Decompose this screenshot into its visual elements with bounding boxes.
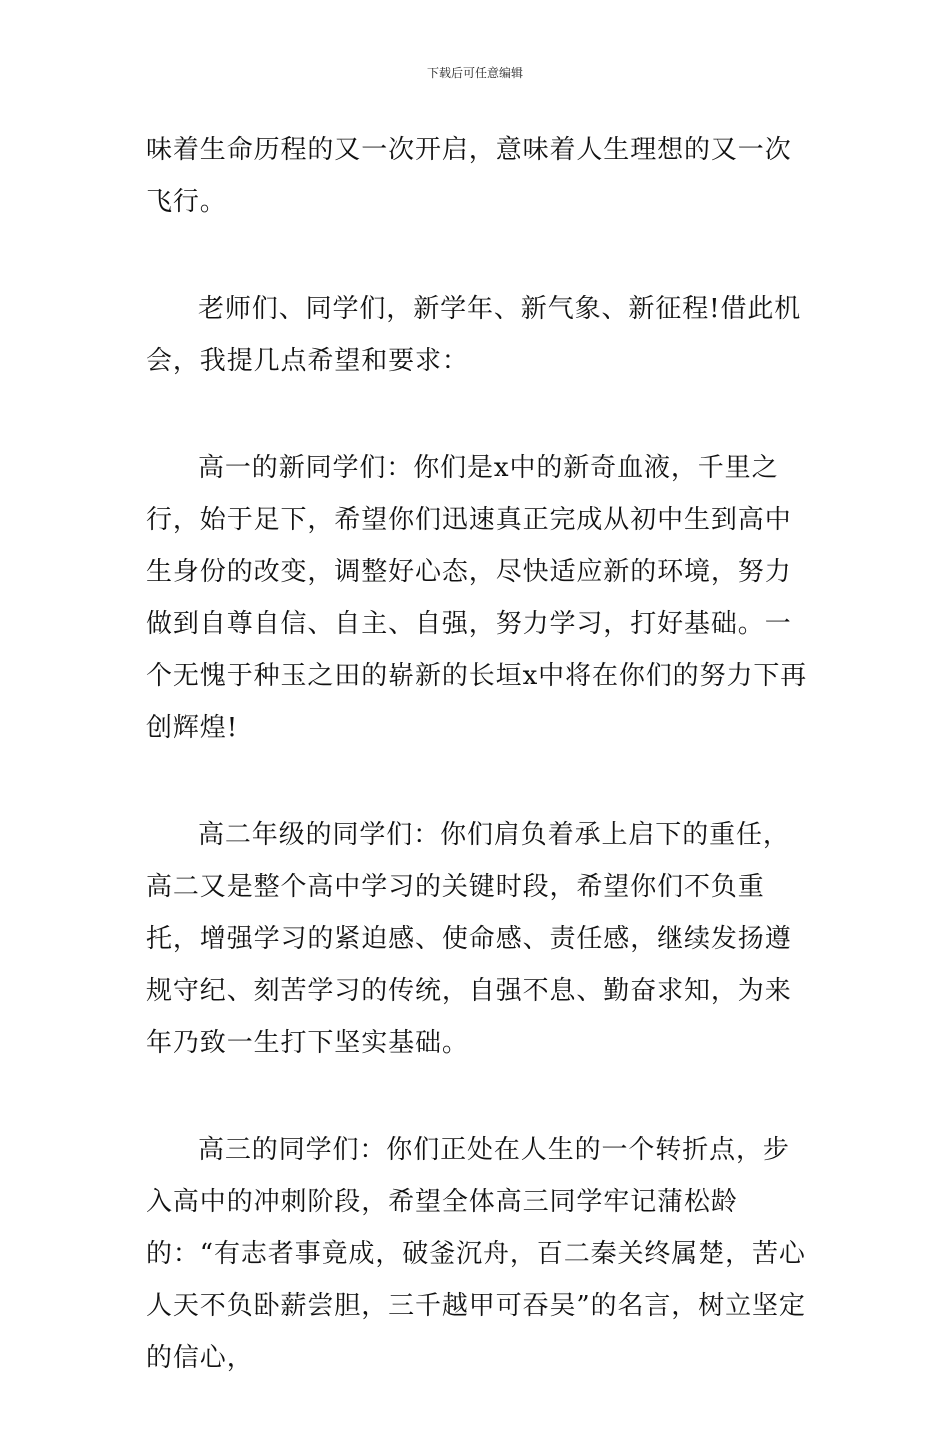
paragraph-grade-two: 高二年级的同学们：你们肩负着承上启下的重任，高二又是整个高中学习的关键时段，希望你们不负重托，增强学习的紧迫感、使命感、责任感，继续发扬遵规守纪、刻苦学习的传统，自强不息、勤奋求知，为来年乃致一生打下坚实基础。 [146, 820, 792, 1058]
paragraph-greeting: 老师们、同学们，新学年、新气象、新征程!借此机会，我提几点希望和要求： [146, 294, 802, 376]
paragraph-continuation: 味着生命历程的又一次开启，意味着人生理想的又一次飞行。 [146, 135, 792, 217]
paragraph-grade-one: 高一的新同学们：你们是x中的新奇血液，千里之行，始于足下，希望你们迅速真正完成从初中生到高中生身份的改变，调整好心态，尽快适应新的环境，努力做到自尊自信、自主、自强，努力学习，打好基础。一个无愧于种玉之田的崭新的长垣x中将在你们的努力下再创辉煌! [146, 453, 808, 743]
paragraph-grade-three: 高三的同学们：你们正处在人生的一个转折点，步入高中的冲刺阶段，希望全体高三同学牢记蒲松龄的：“有志者事竟成，破釜沉舟，百二秦关终属楚，苦心人天不负卧薪尝胆，三千越甲可吞吴”的名言，树立坚定的信心， [146, 1135, 806, 1373]
page-header: 下载后可任意编辑 [426, 66, 523, 80]
document-body [146, 124, 811, 1439]
